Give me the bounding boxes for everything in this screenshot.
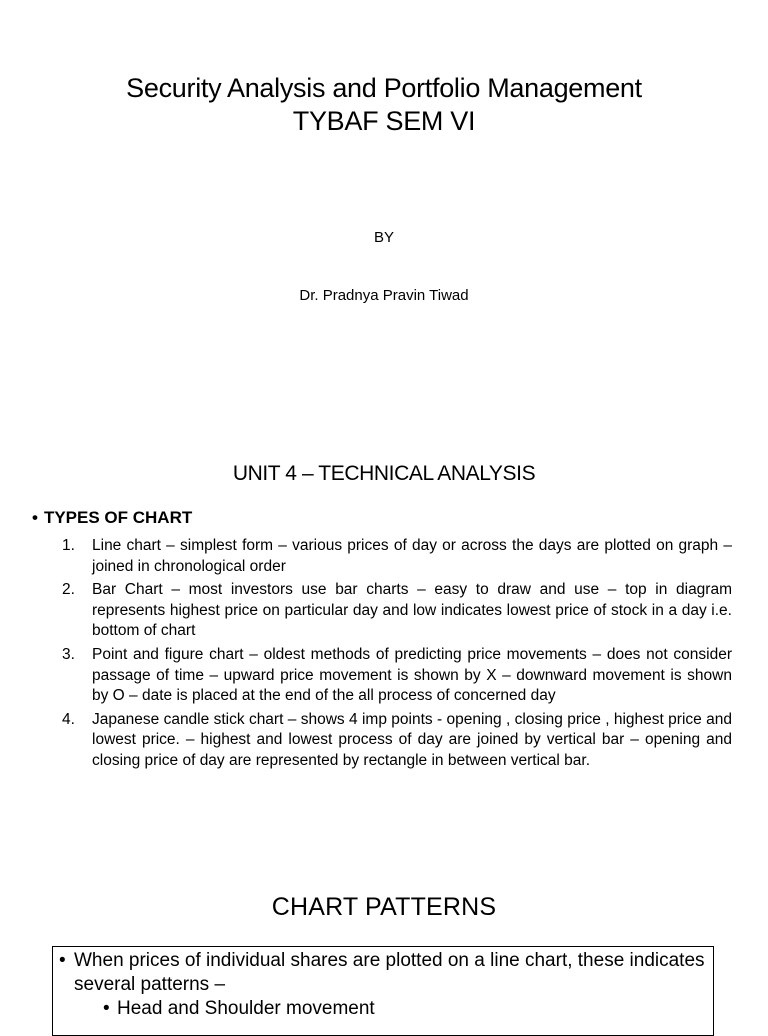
list-item-text: Bar Chart – most investors use bar charts – easy to draw and use – top in diagram represents highest price on particular day and low indicates lowest price of stock in a day i.e. bottom of chart xyxy=(92,581,732,640)
types-of-chart-heading xyxy=(32,508,192,528)
pattern-sub-point xyxy=(59,997,705,1021)
author-name: Dr. Pradnya Pravin Tiwad xyxy=(299,287,469,304)
pattern-sub-point-text: Head and Shoulder movement xyxy=(117,998,375,1019)
bullet-icon: • xyxy=(32,508,38,527)
list-item-text: Line chart – simplest form – various prices of day or across the days are plotted on graph – joined in chronological order xyxy=(92,537,732,575)
chart-types-list xyxy=(62,536,732,775)
by-label: BY xyxy=(373,229,394,246)
list-item-number: 4. xyxy=(62,710,75,728)
title-line-2: TYBAF SEM VI xyxy=(292,106,476,136)
unit-title: UNIT 4 – TECHNICAL ANALYSIS xyxy=(232,462,536,485)
list-item xyxy=(62,536,732,577)
pattern-point xyxy=(59,949,705,997)
list-item xyxy=(62,645,732,707)
bullet-icon: • xyxy=(59,950,66,971)
title-line-1: Security Analysis and Portfolio Management xyxy=(126,73,642,103)
list-item xyxy=(62,710,732,772)
heading-text: TYPES OF CHART xyxy=(43,508,193,527)
bullet-icon: • xyxy=(103,998,110,1019)
list-item-text: Point and figure chart – oldest methods of predicting price movements – does not consider passage of time – upward price movement is shown by X – downward movement is shown by O – date is placed at the end of the all process of concerned day xyxy=(92,645,732,705)
patterns-text-box xyxy=(52,946,714,1036)
slide-1-title xyxy=(0,72,768,138)
list-item-number: 3. xyxy=(62,645,75,663)
pattern-point-text: When prices of individual shares are plotted on a line chart, these indicates several patterns – xyxy=(74,950,705,995)
list-item-text: Japanese candle stick chart – shows 4 imp points - opening , closing price , highest price and lowest price. – highest and lowest process of day are joined by vertical bar – opening and closing price of day are represented by rectangle in between vertical bar. xyxy=(92,710,732,769)
list-item xyxy=(62,580,732,642)
chart-patterns-title: CHART PATTERNS xyxy=(271,893,497,921)
list-item-number: 2. xyxy=(62,581,75,599)
list-item-number: 1. xyxy=(62,537,75,554)
